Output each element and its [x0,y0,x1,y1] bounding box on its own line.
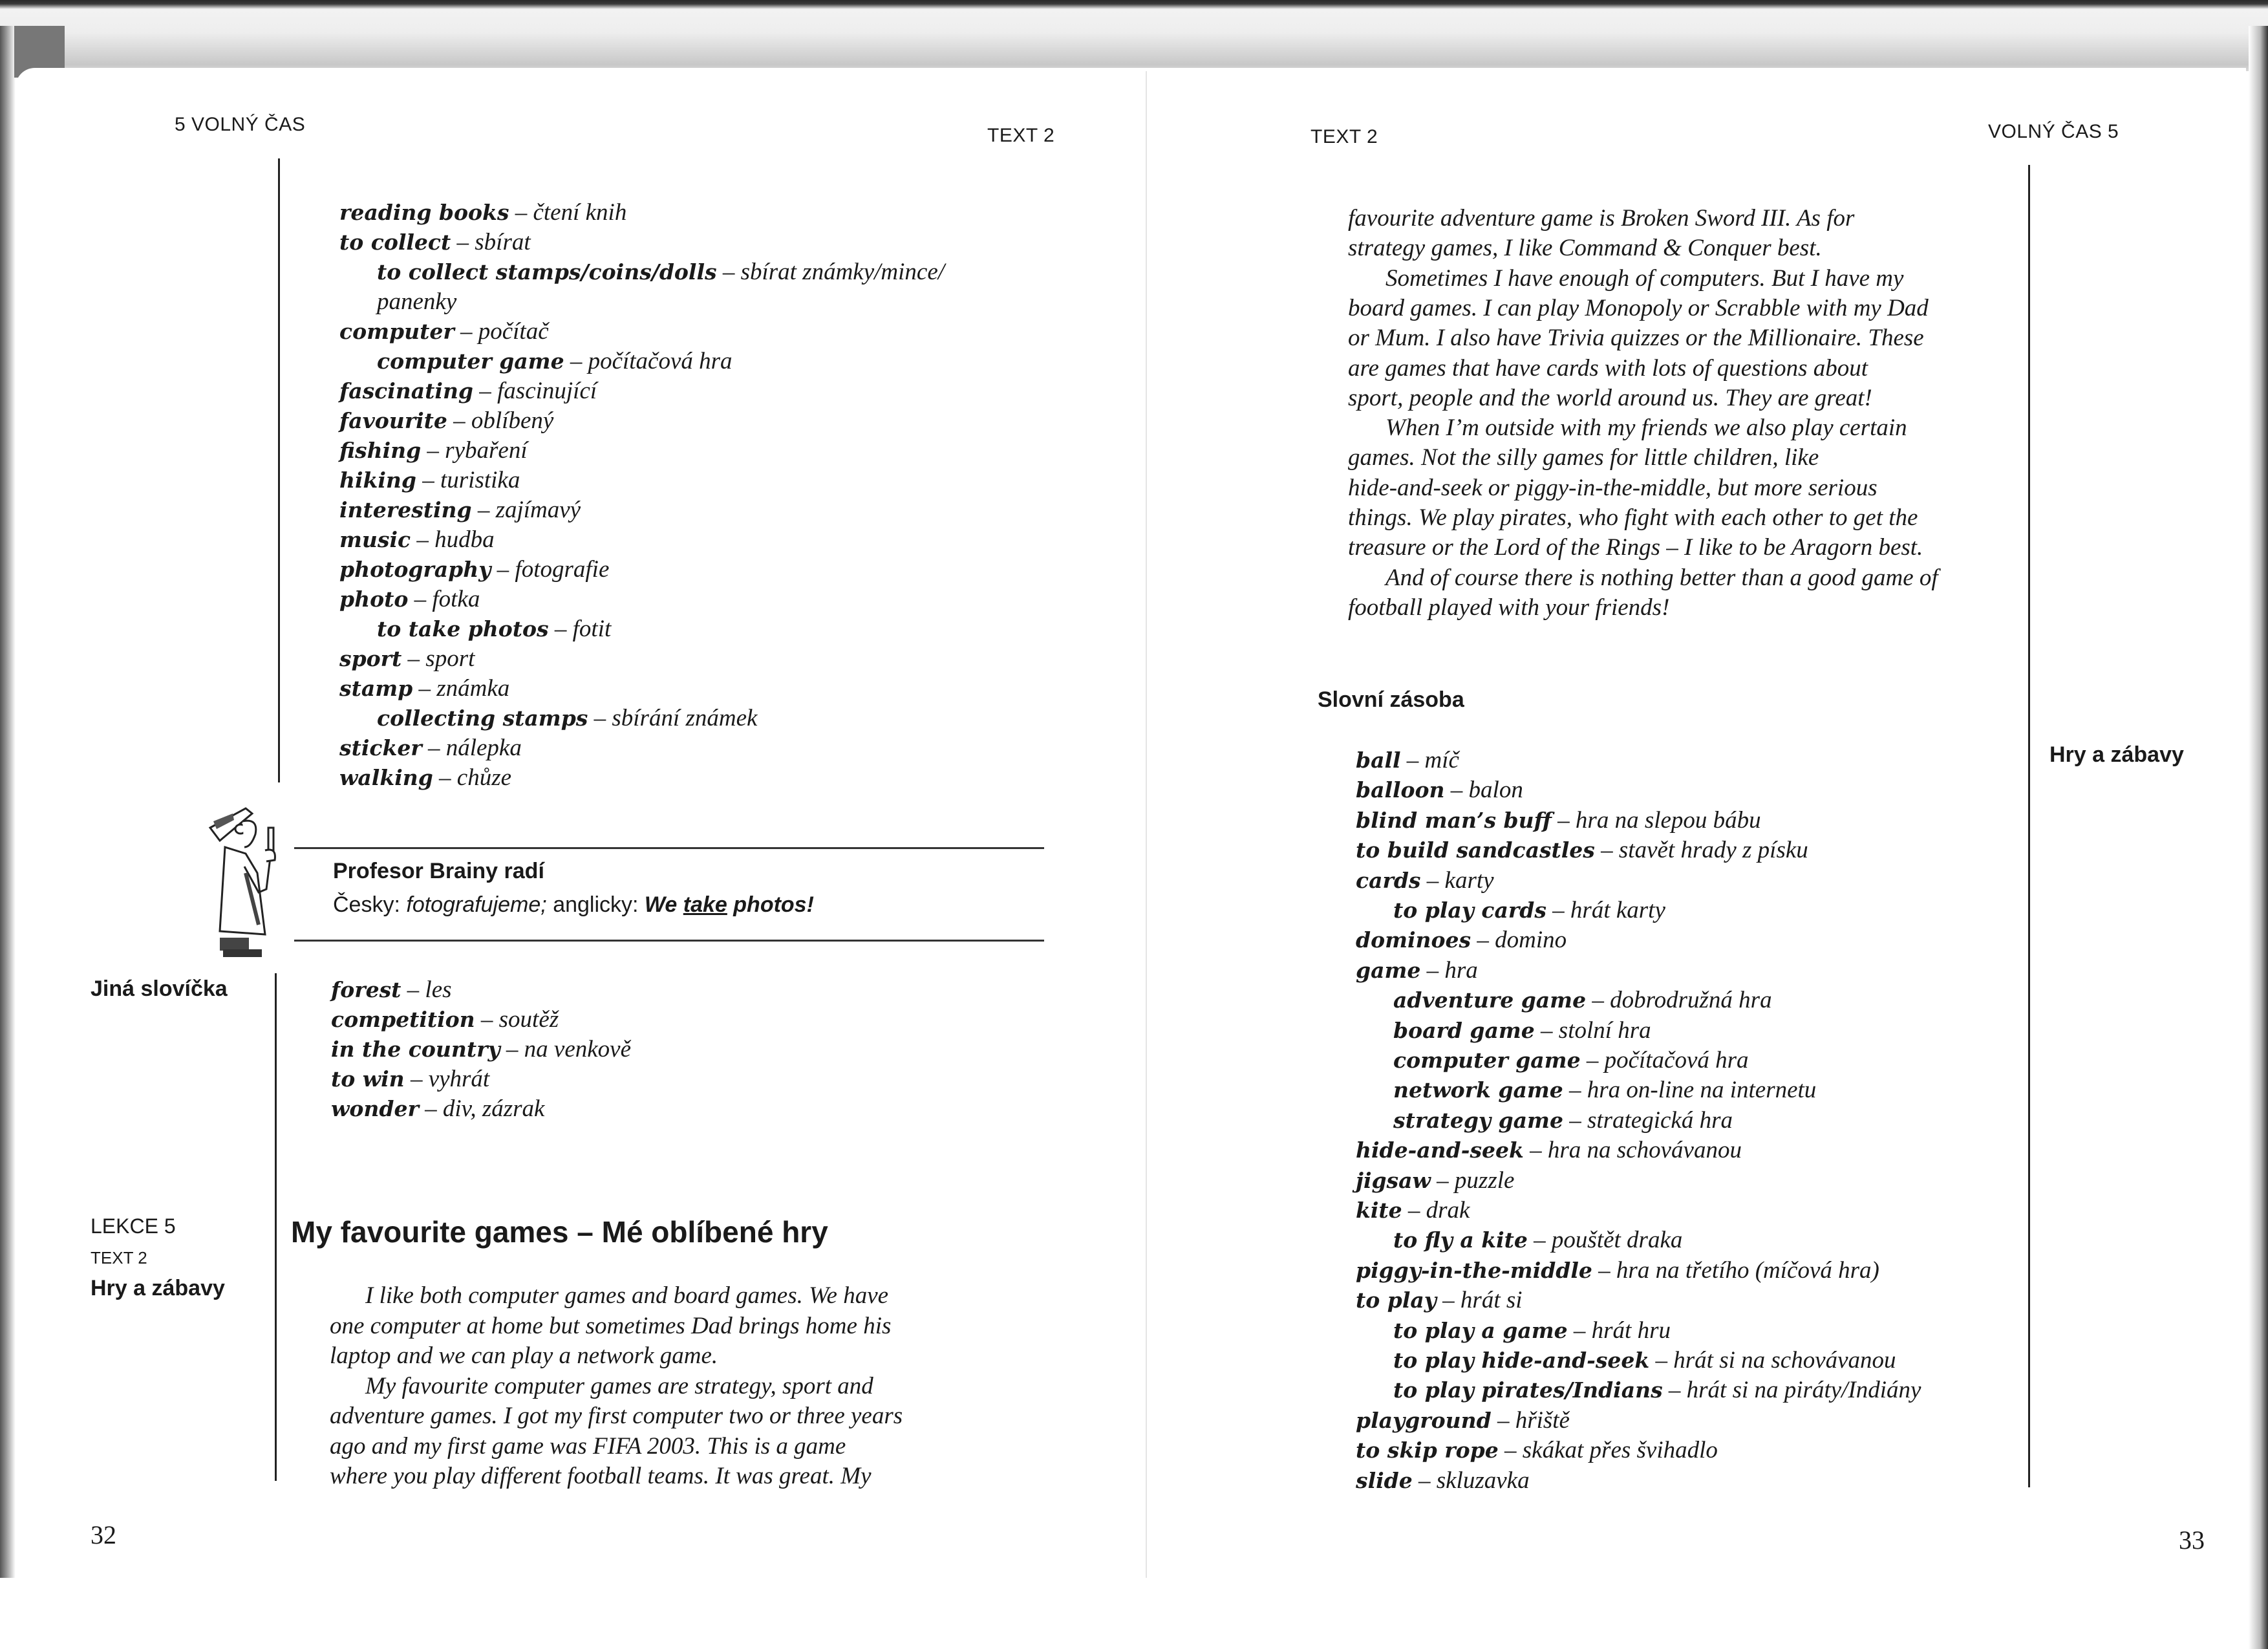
professor-icon [194,802,291,964]
vocab-translation: stavět hrady z písku [1618,837,1808,864]
vocab-dash: – [401,976,425,1003]
vocab-translation: míč [1424,747,1459,773]
vocab-term: to collect [339,230,451,255]
vocab-entry [339,557,609,581]
lesson-text-label: TEXT 2 [91,1248,147,1267]
vocab-term: wonder [331,1096,419,1121]
vocab-term: playground [1356,1407,1492,1433]
vocab-term: to build sandcastles [1356,837,1595,863]
vocab-dash: – [1444,777,1469,804]
other-words-label: Jiná slovíčka [91,976,228,1001]
vocab-term: photography [339,557,491,582]
vocab-entry [339,498,581,522]
article-line: favourite adventure game is Broken Sword III. As for [1348,205,1855,232]
vocab-heading: Slovní zásoba [1318,687,1464,712]
vocab-entry [339,319,549,343]
vocab-dash: – [1523,1137,1548,1164]
vocab-dash: – [421,437,445,464]
vocab-translation: fascinující [497,378,597,404]
vocab-translation: na venkově [524,1036,632,1062]
book-gutter [1146,71,1147,1578]
tip-prefix-en: anglicky: [553,892,639,917]
vocab-entry [331,1067,489,1091]
vocab-dash: – [473,378,498,404]
article-line: My favourite computer games are strategy, sport and [365,1372,873,1399]
vocab-translation: sbírání známek [612,705,758,731]
vocab-translation: zajímavý [495,497,581,523]
vocab-translation: sport [425,645,475,672]
vocab-translation: hudba [434,526,495,553]
vocab-entry [377,706,757,730]
right-side-topic: Hry a zábavy [2049,742,2184,767]
vocab-translation: nálepka [445,735,522,761]
vocab-term: kite [1356,1198,1402,1223]
vocab-dash: – [1662,1377,1687,1404]
vocab-term: to play pirates/Indians [1393,1377,1663,1403]
vocab-term: fascinating [339,378,474,404]
vocab-entry [331,978,452,1002]
vocab-entry [1356,1469,1530,1493]
vocab-dash: – [418,1095,443,1122]
vocab-entry [1356,808,1761,832]
vocab-term: cards [1356,867,1421,893]
vocab-entry [1393,1348,1896,1372]
vocab-entry [1356,1288,1523,1312]
vocab-entry [1356,1138,1742,1162]
vocab-translation: turistika [440,467,520,493]
vocab-term: favourite [339,408,447,433]
vocab-dash: – [454,318,478,345]
right-running-header: VOLNÝ ČAS 5 [1988,121,2119,142]
vocab-translation: panenky [377,288,457,315]
vocab-entry [1356,1438,1718,1462]
vocab-entry [331,1008,559,1031]
scan-top-edge [0,0,2268,71]
vocab-entry [339,676,509,700]
vocab-term: network game [1393,1077,1563,1103]
article-line: strategy games, I like Command & Conquer best. [1348,235,1822,262]
vocab-translation: strategická hra [1587,1106,1733,1134]
vocab-dash: – [1580,1047,1605,1073]
vocab-entry [1356,778,1523,802]
tip-en-underlined: take [683,892,727,917]
vocab-translation: hrát si na piráty/Indiány [1686,1377,1921,1404]
lower-left-rule [275,973,277,1481]
vocab-term: sport [339,646,402,671]
vocab-dash: – [1594,837,1619,864]
vocab-term: music [339,527,411,552]
vocab-dash: – [564,348,588,374]
vocab-term: to play cards [1393,898,1546,923]
vocab-term: computer [339,319,455,344]
article-line: laptop and we can play a network game. [330,1342,718,1369]
article-title: My favourite games – Mé oblíbené hry [291,1215,828,1249]
scan-right-edge [2249,26,2268,1649]
vocab-translation: pouštět draka [1551,1227,1683,1254]
lesson-label: LEKCE 5 [91,1214,176,1238]
vocab-dash: – [447,407,471,434]
vocab-term: computer game [1393,1048,1581,1073]
vocab-term: to collect stamps/coins/dolls [377,259,717,285]
vocab-entry [1356,748,1459,772]
vocab-term: to play [1356,1288,1437,1313]
vocab-translation: hra na slepou bábu [1575,806,1761,834]
vocab-term: strategy game [1393,1107,1563,1133]
vocab-translation: skákat přes švihadlo [1522,1437,1718,1464]
vocab-dash: – [1436,1287,1460,1314]
vocab-dash: – [1471,927,1495,954]
vocab-dash: – [411,526,435,553]
right-page-rule [2028,165,2030,1487]
page-number-right: 33 [2179,1525,2205,1555]
vocab-translation: hrát karty [1570,897,1665,923]
tip-bottom-rule [294,940,1044,942]
article-line: football played with your friends! [1348,594,1670,621]
vocab-dash: – [475,1006,499,1033]
vocab-dash: – [1649,1347,1674,1374]
vocab-term: walking [339,765,433,790]
vocab-entry [1356,1408,1570,1432]
vocab-term: blind man’s buff [1356,807,1552,833]
vocab-dash: – [1430,1167,1455,1194]
article-line: treasure or the Lord of the Rings – I like to be Aragorn best. [1348,534,1923,561]
vocab-term: dominoes [1356,927,1471,953]
article-line: things. We play pirates, who fight with each other to get the [1348,504,1918,531]
vocab-dash: – [1534,1017,1559,1044]
article-line: When I’m outside with my friends we also play certain [1385,415,1907,442]
vocab-entry [1393,1048,1749,1072]
vocab-translation: fotit [572,616,612,642]
vocab-entry [339,766,511,790]
vocab-translation: čtení knih [533,199,627,226]
vocab-translation: domino [1495,927,1567,954]
vocab-translation: hrát si [1460,1287,1523,1314]
vocab-entry [1356,1169,1514,1192]
article-line: And of course there is nothing better than a good game of [1385,564,1938,591]
vocab-translation: puzzle [1454,1167,1515,1194]
vocab-dash: – [1567,1317,1592,1344]
vocab-dash: – [1546,897,1570,923]
vocab-term: reading books [339,200,509,225]
vocab-term: computer game [377,349,564,374]
vocab-entry [339,409,553,433]
article-line: Sometimes I have enough of computers. But I have my [1385,264,1904,292]
vocab-dash: – [1592,1256,1616,1284]
vocab-dash: – [491,556,515,583]
vocab-entry [1356,958,1478,982]
vocab-dash: – [716,259,741,285]
vocab-dash: – [1586,987,1610,1014]
vocab-entry [339,230,531,254]
tip-en-after: photos! [733,892,814,917]
vocab-translation: hra [1444,956,1478,984]
vocab-dash: – [509,199,533,226]
article-line: hide-and-seek or piggy-in-the-middle, but more serious [1348,474,1878,501]
vocab-term: to win [331,1066,405,1092]
vocab-entry [1393,1228,1682,1252]
vocab-entry [339,736,522,760]
vocab-entry [339,200,626,224]
vocab-translation: vyhrát [428,1066,490,1092]
vocab-translation: počítačová hra [1604,1047,1749,1073]
vocab-dash: – [401,645,426,672]
vocab-term: ball [1356,748,1401,773]
vocab-dash: – [433,764,457,791]
left-vocab-rule [278,158,280,782]
article-line: are games that have cards with lots of questions about [1348,354,1868,382]
vocab-translation: stolní hra [1558,1017,1651,1044]
vocab-term: hiking [339,468,416,493]
vocab-entry [339,528,495,552]
vocab-dash: – [1527,1227,1552,1254]
page-number-left: 32 [91,1520,116,1549]
vocab-term: board game [1393,1017,1535,1043]
vocab-term: stamp [339,676,413,701]
vocab-term: game [1356,957,1421,983]
vocab-term: competition [331,1007,475,1032]
article-line: board games. I can play Monopoly or Scrabble with my Dad [1348,294,1929,321]
vocab-entry [377,260,945,284]
vocab-term: hide-and-seek [1356,1137,1524,1163]
vocab-entry [339,379,597,403]
vocab-dash: – [408,586,433,612]
vocab-dash: – [422,735,446,761]
vocab-translation: fotka [432,586,480,612]
vocab-entry [1393,1078,1816,1102]
article-line: ago and my first game was FIFA 2003. This is a game [330,1432,846,1460]
vocab-entry [1356,838,1808,862]
vocab-entry [377,349,733,373]
vocab-entry [1356,868,1494,892]
vocab-term: balloon [1356,777,1445,803]
vocab-dash: – [1563,1106,1587,1134]
vocab-translation: oblíbený [471,407,554,434]
vocab-term: to fly a kite [1393,1227,1528,1253]
vocab-term: piggy-in-the-middle [1356,1257,1592,1283]
right-section-label: TEXT 2 [1311,126,1378,147]
vocab-dash: – [1498,1437,1523,1464]
vocab-term: to take photos [377,616,549,641]
tip-text [333,892,814,918]
vocab-entry [377,617,611,641]
vocab-dash: – [416,467,440,493]
vocab-translation: fotografie [515,556,610,583]
vocab-entry [1356,1198,1470,1222]
vocab-translation: sbírat známky/mince/ [740,259,945,285]
vocab-translation: sbírat [475,229,531,255]
vocab-dash: – [1402,1197,1426,1223]
article-line: adventure games. I got my first computer two or three years [330,1403,903,1429]
vocab-dash: – [548,616,573,642]
vocab-entry [331,1037,631,1061]
left-section-label: TEXT 2 [987,125,1055,146]
vocab-entry [339,587,480,611]
vocab-entry [1393,898,1665,922]
scan-left-edge [0,26,16,1578]
vocab-term: in the country [331,1037,500,1062]
vocab-dash: – [1412,1467,1437,1494]
vocab-dash: – [500,1036,524,1062]
vocab-translation: balon [1468,777,1523,804]
vocab-term: photo [339,587,409,612]
vocab-entry [339,468,520,492]
vocab-translation: známka [436,675,510,702]
vocab-term: jigsaw [1356,1167,1431,1193]
tip-top-rule [294,847,1044,849]
vocab-entry [331,1097,544,1121]
vocab-translation: div, zázrak [442,1095,545,1122]
vocab-translation: karty [1444,867,1494,894]
vocab-entry [1393,1108,1733,1132]
vocab-term: to play a game [1393,1317,1568,1343]
article-line: I like both computer games and board games. We have [365,1282,889,1309]
vocab-term: forest [331,977,401,1002]
tip-en-before: We [644,892,678,917]
vocab-translation: hřiště [1515,1406,1570,1434]
vocab-entry [1393,1018,1651,1042]
article-line: or Mum. I also have Trivia quizzes or the Millionaire. These [1348,325,1924,352]
tip-prefix-cz: Česky: [333,892,400,917]
vocab-translation: počítač [478,318,549,345]
vocab-entry [1393,1319,1671,1342]
vocab-dash: – [1563,1077,1587,1104]
vocab-entry [377,290,456,314]
left-running-header: 5 VOLNÝ ČAS [175,114,306,135]
vocab-term: slide [1356,1467,1413,1493]
vocab-translation: skluzavka [1436,1467,1530,1494]
vocab-dash: – [471,497,496,523]
vocab-entry [1356,1258,1879,1282]
vocab-dash: – [451,229,475,255]
vocab-dash: – [1551,806,1576,834]
vocab-dash: – [1400,747,1425,773]
vocab-entry [339,438,528,462]
vocab-term: adventure game [1393,987,1587,1013]
vocab-term: to skip rope [1356,1438,1499,1463]
vocab-entry [1356,928,1567,952]
vocab-translation: dobrodružná hra [1610,987,1772,1014]
vocab-translation: hrát si na schovávanou [1673,1347,1896,1374]
tip-cz-word: fotografujeme; [406,892,547,917]
vocab-translation: hra on-line na internetu [1587,1077,1817,1104]
vocab-entry [1393,988,1772,1012]
vocab-translation: soutěž [498,1006,559,1033]
vocab-translation: chůze [456,764,512,791]
lesson-topic: Hry a zábavy [91,1276,225,1300]
vocab-dash: – [1491,1406,1515,1434]
vocab-dash: – [404,1066,429,1092]
article-line: games. Not the silly games for little children, like [1348,444,1819,471]
vocab-translation: počítačová hra [588,348,733,374]
vocab-term: fishing [339,438,422,463]
article-line: one computer at home but sometimes Dad brings home his [330,1312,892,1339]
vocab-translation: hra na schovávanou [1547,1137,1742,1164]
article-line: sport, people and the world around us. They are great! [1348,384,1872,411]
article-line: where you play different football teams. It was great. My [330,1463,872,1489]
vocab-translation: hrát hru [1591,1317,1671,1344]
vocab-dash: – [1420,956,1445,984]
vocab-translation: hra na třetího (míčová hra) [1616,1256,1879,1284]
vocab-entry [1393,1378,1921,1402]
vocab-term: interesting [339,497,472,523]
vocab-term: collecting stamps [377,706,588,731]
vocab-term: to play hide-and-seek [1393,1348,1650,1373]
vocab-translation: les [425,976,452,1003]
vocab-dash: – [588,705,612,731]
vocab-translation: drak [1426,1197,1470,1223]
vocab-entry [339,647,475,671]
vocab-dash: – [1420,867,1445,894]
vocab-dash: – [412,675,437,702]
vocab-translation: rybaření [445,437,528,464]
tip-title: Profesor Brainy radí [333,859,544,883]
vocab-term: sticker [339,735,422,760]
